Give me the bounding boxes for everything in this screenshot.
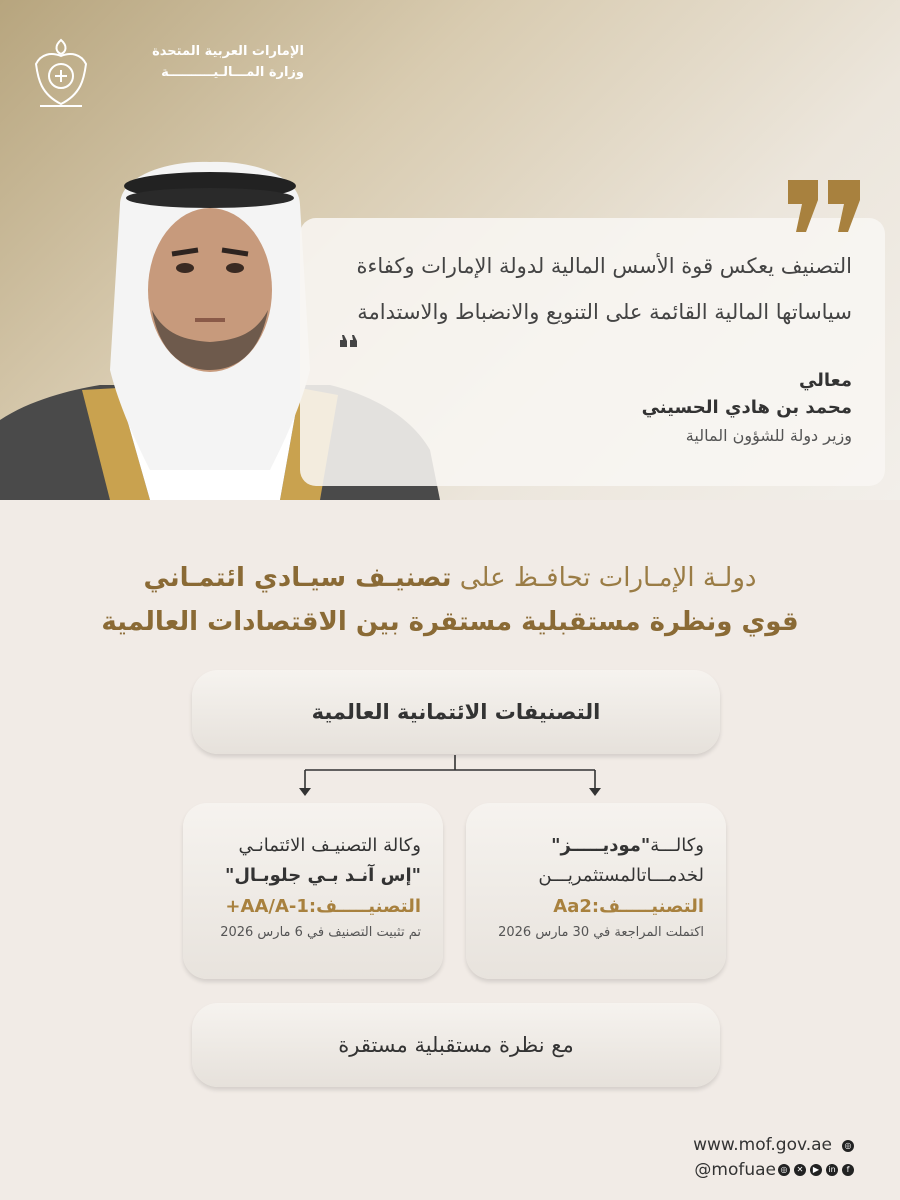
speaker-block [642, 370, 852, 445]
speaker-name: محمد بن هادي الحسيني [641, 397, 852, 418]
ratings-title-box [192, 670, 720, 754]
moodys-line2: لخدمـــاتالمستثمريـــن [538, 865, 704, 886]
headline-part1-bold: تصنيـف سيـادي ائتمـاني [143, 563, 452, 593]
org-line1: الإمارات العربية المتحدة [152, 44, 304, 59]
moodys-note: اكتملت المراجعة في 30 مارس 2026 [498, 925, 704, 940]
outlook-box [192, 1003, 720, 1087]
headline-part1: دولـة الإمـارات تحافـظ على [451, 563, 757, 593]
moodys-agency-label: وكالـــة [650, 835, 704, 856]
sp-note: تم تثبيت التصنيف في 6 مارس 2026 [220, 925, 421, 940]
quote-text [332, 243, 852, 335]
moodys-name: "موديـــــز" [551, 835, 651, 856]
org-name [104, 44, 304, 80]
facebook-icon[interactable]: f [842, 1164, 854, 1176]
x-icon[interactable]: ✕ [794, 1164, 806, 1176]
quote-open-icon [788, 180, 860, 232]
instagram-icon[interactable]: ◎ [778, 1164, 790, 1176]
speaker-honorific: معالي [798, 370, 852, 391]
emblem-icon [26, 34, 96, 114]
headline-line2: قوي ونظرة مستقبلية مستقرة بين الاقتصادات العالمية [101, 607, 799, 637]
moodys-card [466, 803, 726, 979]
moodys-rating: التصنيـــــف:Aa2 [553, 896, 704, 917]
ratings-title: التصنيفات الائتمانية العالمية [311, 700, 601, 724]
globe-icon: ◎ [842, 1140, 854, 1152]
sp-card [183, 803, 443, 979]
speaker-role: وزير دولة للشؤون المالية [685, 426, 852, 445]
org-line2: وزارة المـــالـيــــــــــة [161, 65, 304, 80]
headline [90, 556, 810, 644]
outlook-text: مع نظرة مستقبلية مستقرة [338, 1033, 574, 1057]
website-link[interactable]: www.mof.gov.ae [693, 1135, 832, 1155]
quote-line2: سياساتها المالية القائمة على التنويع والانضباط والاستدامة [357, 300, 852, 324]
sp-line1: وكالة التصنيـف الائتمانـي [238, 835, 421, 856]
linkedin-icon[interactable]: in [826, 1164, 838, 1176]
youtube-icon[interactable]: ▶ [810, 1164, 822, 1176]
quote-close-icon [340, 335, 358, 347]
quote-line1: التصنيف يعكس قوة الأسس المالية لدولة الإمارات وكفاءة [356, 254, 852, 278]
connector-arrows [290, 755, 610, 800]
social-handle[interactable]: @mofuae [694, 1160, 776, 1180]
sp-name: "إس آنـد بـي جلوبـال" [224, 865, 421, 886]
sp-rating: التصنيـــــف:AA/A-1+ [225, 896, 421, 917]
